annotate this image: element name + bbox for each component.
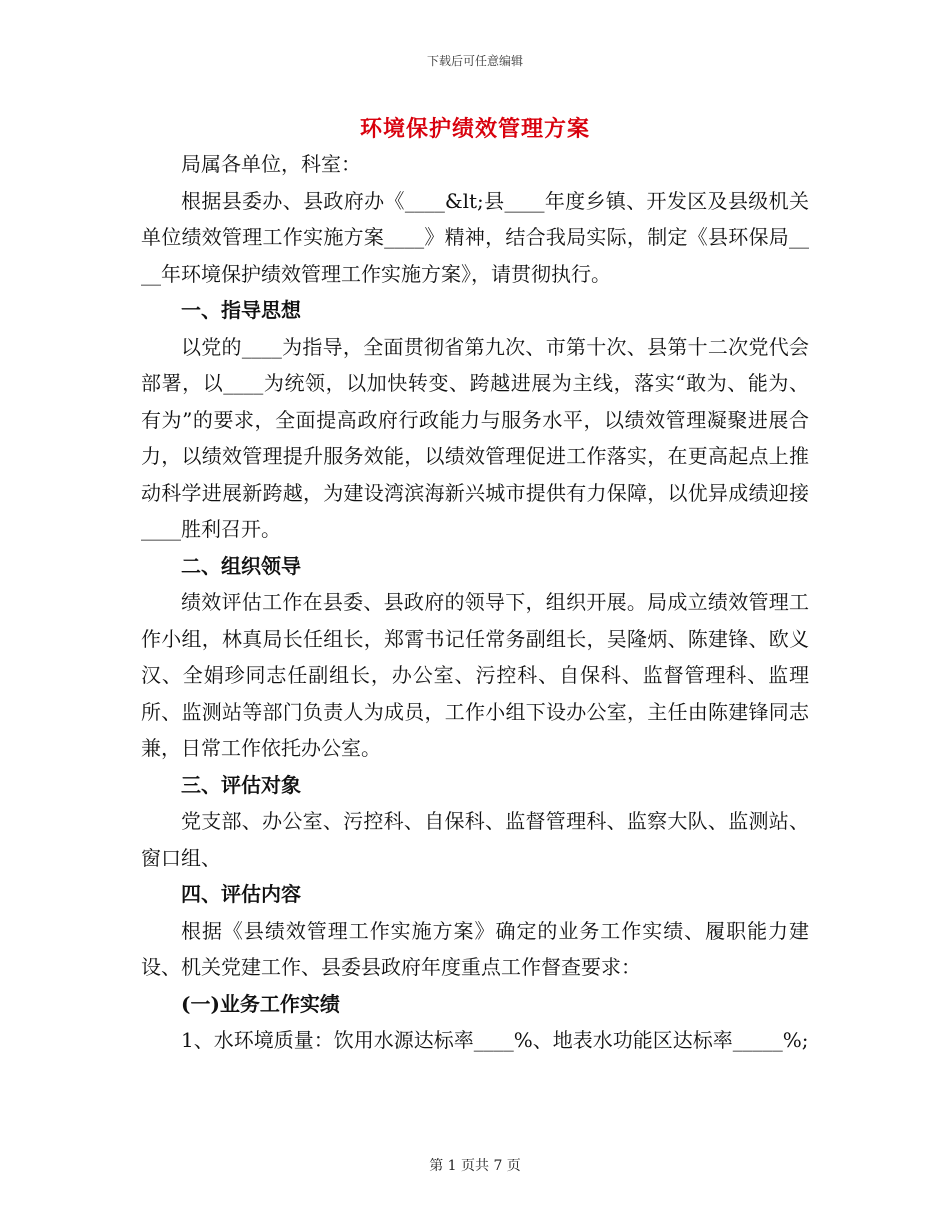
salutation: 局属各单位，科室： bbox=[181, 152, 361, 176]
section-paragraph-guiding-ideology: 以党的____为指导，全面贯彻省第九次、市第十次、县第十二次党代会部署，以____为统领，以加快转变、跨越进展为主线，落实“敢为、能为、有为”的要求，全面提高政府行政能力与服务水平，以绩效管理凝聚进展合力，以绩效管理提升服务效能，以绩效管理促进工作落实，在更高起点上推动科学进展新跨越，为建设湾滨海新兴城市提供有力保障，以优异成绩迎接____胜利召开。 bbox=[141, 334, 809, 541]
subsection-heading-business-performance: (一)业务工作实绩 bbox=[181, 991, 340, 1016]
intro-paragraph: 根据县委办、县政府办《____&lt;县____年度乡镇、开发区及县级机关单位绩效管理工作实施方案____》精神，结合我局实际，制定《县环保局____年环境保护绩效管理工作实施方案》，请贯彻执行。 bbox=[141, 188, 809, 286]
page-footer: 第 1 页共 7 页 bbox=[429, 1158, 521, 1174]
section-paragraph-evaluation-content: 根据《县绩效管理工作实施方案》确定的业务工作实绩、履职能力建设、机关党建工作、县委县政府年度重点工作督查要求： bbox=[141, 918, 809, 979]
document-body bbox=[141, 146, 809, 1059]
section-heading-organization: 二、组织领导 bbox=[181, 553, 301, 578]
header-note: 下载后可任意编辑 bbox=[426, 54, 523, 68]
document-title: 环境保护绩效管理方案 bbox=[359, 116, 590, 142]
section-heading-evaluation-targets: 三、评估对象 bbox=[181, 772, 301, 797]
section-paragraph-organization: 绩效评估工作在县委、县政府的领导下，组织开展。局成立绩效管理工作小组，林真局长任组长，郑霄书记任常务副组长，吴隆炳、陈建锋、欧义汉、全娟珍同志任副组长，办公室、污控科、自保科、监督管理科、监理所、监测站等部门负责人为成员，工作小组下设办公室，主任由陈建锋同志兼，日常工作依托办公室。 bbox=[141, 590, 809, 760]
section-paragraph-evaluation-targets: 党支部、办公室、污控科、自保科、监督管理科、监察大队、监测站、窗口组、 bbox=[141, 809, 809, 870]
section-heading-evaluation-content: 四、评估内容 bbox=[181, 882, 301, 906]
list-item-water-quality: 1、水环境质量：饮用水源达标率____%、地表水功能区达标率_____%; bbox=[181, 1028, 809, 1052]
section-heading-guiding-ideology: 一、指导思想 bbox=[181, 298, 301, 322]
